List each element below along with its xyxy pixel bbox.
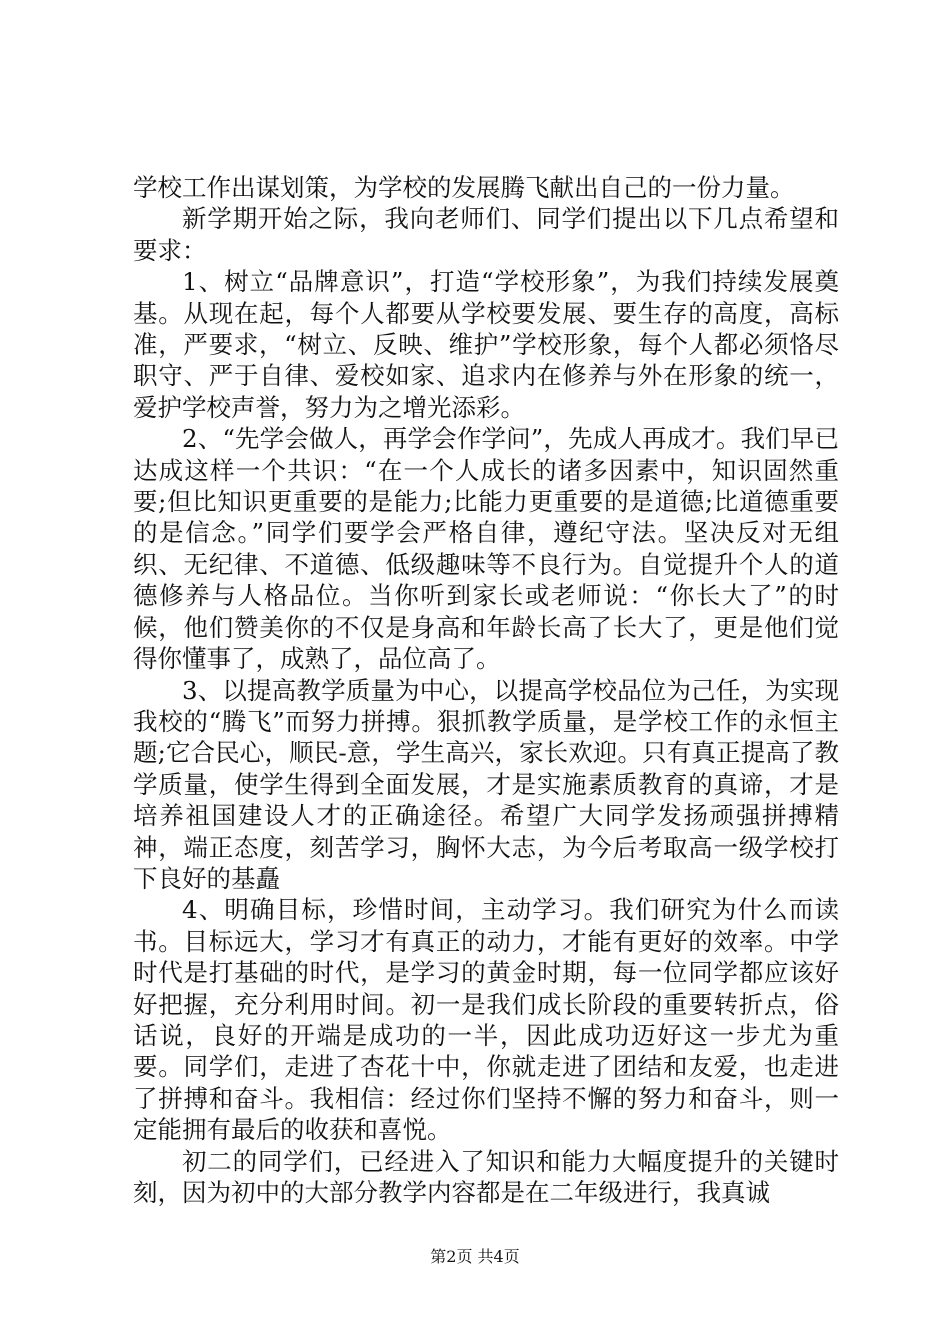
paragraph-continuation: 学校工作出谋划策，为学校的发展腾飞献出自己的一份力量。 xyxy=(133,173,795,202)
paragraph-grade-two: 初二的同学们，已经进入了知识和能力大幅度提升的关键时刻，因为初中的大部分教学内容都是在二年级进行，我真诚 xyxy=(133,1146,839,1207)
page-footer: 第2页 共4页 xyxy=(430,1247,520,1266)
document-body xyxy=(133,172,839,1208)
paragraph-point-4: 4、明确目标，珍惜时间，主动学习。我们研究为什么而读书。目标远大，学习才有真正的动力，才能有更好的效率。中学时代是打基础的时代，是学习的黄金时期，每一位同学都应该好好把握，充分利用时间。初一是我们成长阶段的重要转折点，俗话说，良好的开端是成功的一半，因此成功迈好这一步尤为重要。同学们，走进了杏花十中，你就走进了团结和友爱，也走进了拼搏和奋斗。我相信：经过你们坚持不懈的努力和奋斗，则一定能拥有最后的收获和喜悦。 xyxy=(133,895,839,1145)
paragraph-point-3: 3、以提高教学质量为中心，以提高学校品位为己任，为实现我校的“腾飞”而努力拼搏。狠抓教学质量，是学校工作的永恒主题;它合民心，顺民-意，学生高兴，家长欢迎。只有真正提高了教学质量，使学生得到全面发展，才是实施素质教育的真谛，才是培养祖国建设人才的正确途径。希望广大同学发扬顽强拼搏精神，端正态度，刻苦学习，胸怀大志，为今后考取高一级学校打下良好的基矗 xyxy=(133,675,839,893)
paragraph-intro: 新学期开始之际，我向老师们、同学们提出以下几点希望和要求： xyxy=(133,204,839,265)
paragraph-point-1: 1、树立“品牌意识”，打造“学校形象”，为我们持续发展奠基。从现在起，每个人都要从学校要发展、要生存的高度，高标准，严要求，“树立、反映、维护”学校形象，每个人都必须恪尽职守、严于自律、爱校如家、追求内在修养与外在形象的统一，爱护学校声誉，努力为之增光添彩。 xyxy=(133,267,839,422)
paragraph-point-2: 2、“先学会做人，再学会作学问”，先成人再成才。我们早已达成这样一个共识：“在一个人成长的诸多因素中，知识固然重要;但比知识更重要的是能力;比能力更重要的是道德;比道德重要的是信念。”同学们要学会严格自律，遵纪守法。坚决反对无组织、无纪律、不道德、低级趣味等不良行为。自觉提升个人的道德修养与人格品位。当你听到家长或老师说：“你长大了”的时候，他们赞美你的不仅是身高和年龄长高了长大了，更是他们觉得你懂事了，成熟了，品位高了。 xyxy=(133,424,839,674)
